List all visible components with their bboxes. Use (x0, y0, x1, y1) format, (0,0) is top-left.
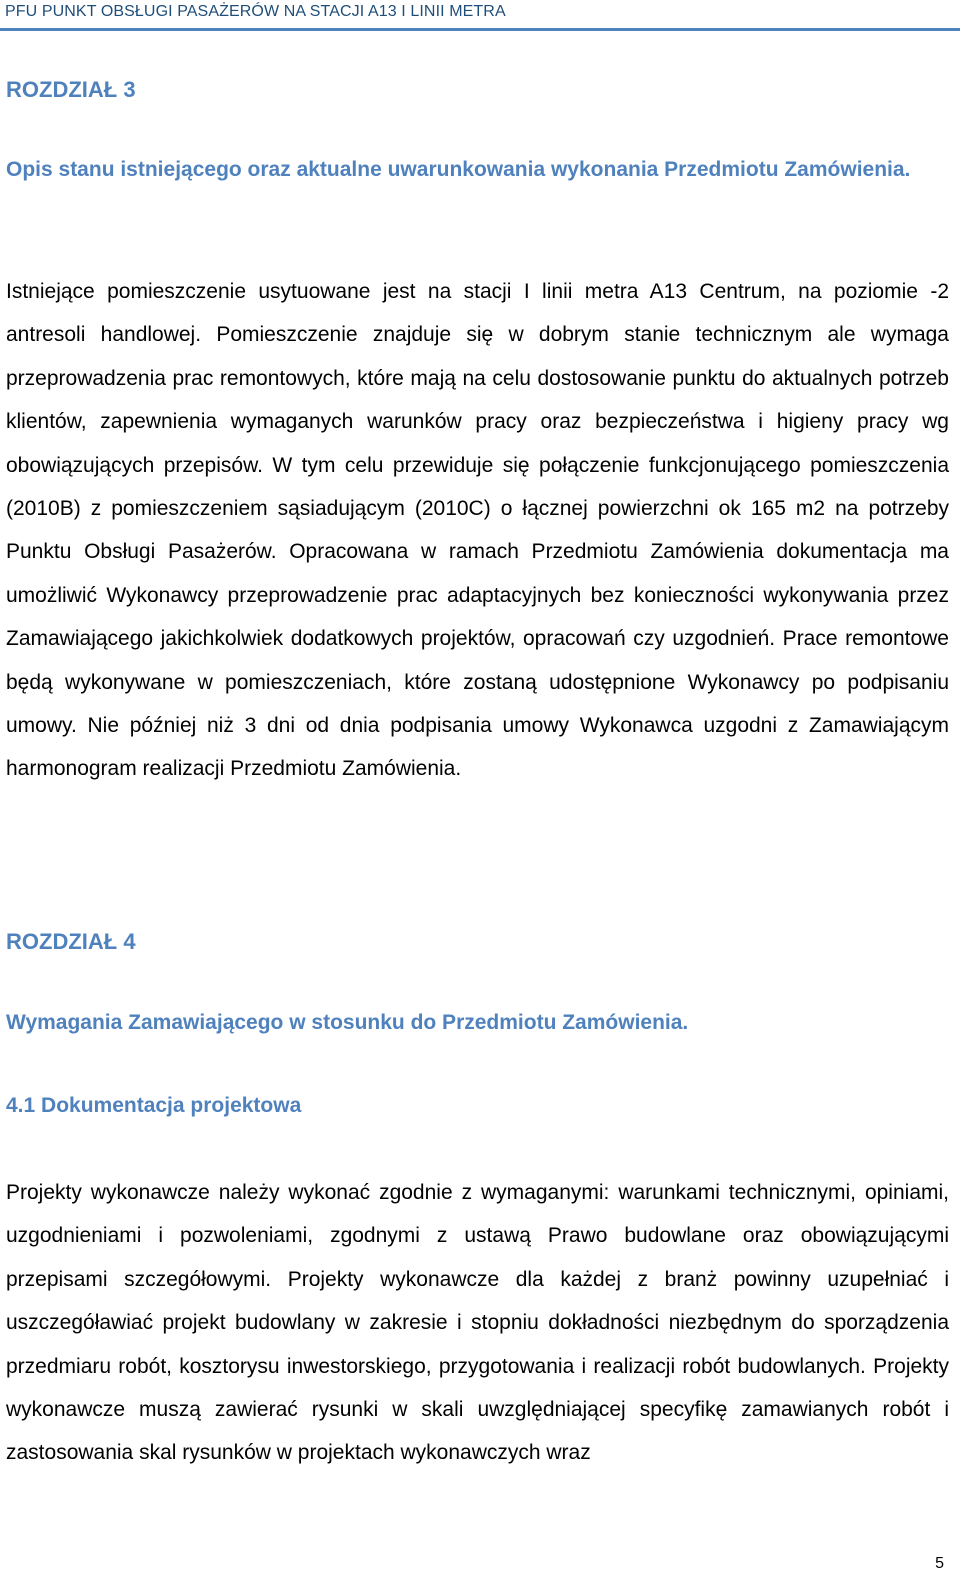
chapter-4-heading: ROZDZIAŁ 4 (6, 929, 136, 954)
header-divider (0, 28, 960, 31)
chapter-4-title: Wymagania Zamawiającego w stosunku do Przedmiotu Zamówienia. (6, 1011, 689, 1034)
chapter-3-paragraph: Istniejące pomieszczenie usytuowane jest na stacji I linii metra A13 Centrum, na poziomie -2 antresoli handlowej. Pomieszczenie znajduje się w dobrym stanie technicznym ale wymaga przeprowadzenia prac remontowych, które mają na celu dostosowanie punktu do aktualnych potrzeb klientów, zapewnienia wymaganych warunków pracy oraz bezpieczeństwa i higieny pracy wg obowiązujących przepisów. W tym celu przewiduje się połączenie funkcjonującego pomieszczenia (2010B) z pomieszczeniem sąsiadującym (2010C) o łącznej powierzchni ok 165 m2 na potrzeby Punktu Obsługi Pasażerów. Opracowana w ramach Przedmiotu Zamówienia dokumentacja ma umożliwić Wykonawcy przeprowadzenie prac adaptacyjnych bez konieczności wykonywania przez Zamawiającego jakichkolwiek dodatkowych projektów, opracowań czy uzgodnień. Prace remontowe będą wykonywane w pomieszczeniach, które zostaną udostępnione Wykonawcy po podpisaniu umowy. Nie później niż 3 dni od dnia podpisania umowy Wykonawca uzgodni z Zamawiającym harmonogram realizacji Przedmiotu Zamówienia. (6, 280, 949, 781)
chapter-3-title: Opis stanu istniejącego oraz aktualne uwarunkowania wykonania Przedmiotu Zamówienia. (6, 158, 911, 181)
chapter-4-paragraph: Projekty wykonawcze należy wykonać zgodnie z wymaganymi: warunkami technicznymi, opiniami, uzgodnieniami i pozwoleniami, zgodnymi z ustawą Prawo budowlane oraz obowiązującymi przepisami szczegółowymi. Projekty wykonawcze dla każdej z branż powinny uzupełniać i uszczegóławiać projekt budowlany w zakresie i stopniu dokładności niezbędnym do sporządzenia przedmiaru robót, kosztorysu inwestorskiego, przygotowania i realizacji robót budowlanych. Projekty wykonawcze muszą zawierać rysunki w skali uwzględniającej specyfikę zamawianych robót i zastosowania skal rysunków w projektach wykonawczych wraz (6, 1181, 949, 1465)
page-header: PFU PUNKT OBSŁUGI PASAŻERÓW NA STACJI A13 I LINII METRA (5, 3, 506, 20)
page-number: 5 (935, 1555, 944, 1572)
chapter-3-heading: ROZDZIAŁ 3 (6, 77, 136, 102)
subsection-4-1-title: 4.1 Dokumentacja projektowa (6, 1094, 302, 1117)
